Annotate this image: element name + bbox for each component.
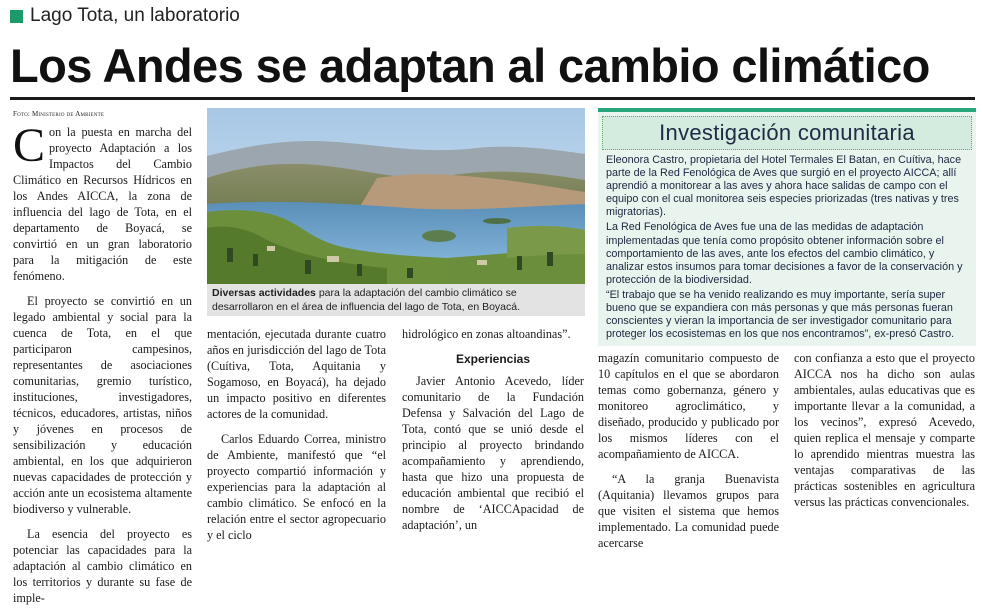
article-column-2 [207,326,386,552]
section-label: Lago Tota, un laboratorio [30,5,240,26]
sidebar-box [598,108,976,346]
sidebar-title: Investigación comunitaria [659,120,915,145]
article-paragraph: El proyecto se convirtió en un legado ambiental y social para la cuenca de Tota, en el que participaron campesinos, representantes de asociaciones comunitarias, gremio turístico, instituciones, investigadores, técnicos, educadores, artistas, niños y jóvenes en procesos de sensibilización y educación ambiental, en los que adquirieron nuevas capacidades de protección y acción ante un ecosistema altamente biodiverso y vulnerable. [13,294,192,516]
caption-lead: Diversas actividades [212,287,316,299]
article-column-5 [794,350,975,519]
headline: Los Andes se adaptan al cambio climático [10,39,930,92]
article-paragraph: hidrológico en zonas altoandinas”. [402,327,571,341]
sidebar-paragraph: “El trabajo que se ha venido realizando es muy importante, sería super bueno que se expandiera con más personas y que más personas fueran conscientes y vieran la importancia de ser investigador comunitario para proteger los ecosistemas en los que nos encontramos”, ex-presó Castro. [606,288,955,341]
article-paragraph: Javier Antonio Acevedo, líder comunitario de la Fundación Defensa y Salvación del Lago de Tota, contó que se unió desde el principio al proyecto brindando acompañamiento y aprendiendo, hasta que hizo una propuesta de educación ambiental que recibió el nombre de ‘AICCApacidad de adaptación’, un [402,374,584,532]
lake-landscape-image [207,108,585,284]
photo-credit: Foto: Ministerio de Ambiente [13,110,105,118]
article-paragraph: Con la puesta en marcha del proyecto Adaptación a los Impactos del Cambio Climático en Recursos Hídricos en los Andes AICCA, la zona de influencia del lago de Tota, en el departamento de Boyacá, se convirtió en un gran laboratorio para la mitigación de este fenómeno. [13,119,192,283]
section-square-icon [10,10,23,23]
article-paragraph: La esencia del proyecto es potenciar las capacidades para la adaptación al cambio climático en los territorios y durante su fase de imple- [13,527,192,605]
sidebar-paragraph: La Red Fenológica de Aves fue una de las medidas de adaptación implementadas que tenía como propósito obtener información sobre el comportamiento de las aves, ante los efectos del cambio climático, y analizar estos insumos para tomar decisiones a favor de la conservación y protección de la biodiversidad. [606,221,963,286]
subhead: Experiencias [455,352,531,366]
sidebar-accent-bar [598,108,976,112]
article-paragraph: Carlos Eduardo Correa, ministro de Ambiente, manifestó que “el proyecto compartió información y experiencias para la adaptación al cambio climático. Se enfocó en la relación entre el sector agropecuario y el ciclo [207,432,386,542]
article-column-4 [598,350,779,560]
sidebar-body [606,154,968,343]
article-paragraph: magazín comunitario compuesto de 10 capítulos en el que se abordaron temas como gobernanza, género y monitoreo agroclimático, y diseñado, producido y publicado por los mismos líderes con el acompañamiento de AICCA. [598,351,779,461]
caption-text: para la adaptación del cambio climático se desarrollaron en el área de influencia del lago de Tota, en Boyacá. [212,287,521,313]
lake-photo [207,108,585,284]
article-paragraph: “A la granja Buenavista (Aquitania) llevamos grupos para que visiten el sistema que hemos implementado. La comunidad puede acercarse [598,472,779,550]
sidebar-title-box [602,116,972,150]
sidebar-paragraph: Eleonora Castro, propietaria del Hotel Termales El Batan, en Cuítiva, hace parte de la Red Fenológica de Aves que surgió en el proyecto AICCA; allí aprendió a monitorear a las aves y ahora hace salidas de campo con el equipo con el cual monitorea seis especies priorizadas (tres nativas y tres migratorias). [606,154,962,219]
article-column-1 [13,119,192,615]
section-tag [10,5,240,27]
article-column-3 [402,326,584,542]
article-paragraph: con confianza a esto que el proyecto AICCA nos ha dicho son aulas ambientales, aulas educativas que es importante llevar a la comunidad, a los vecinos”, expresó Acevedo, quien replica el mensaje y comparte lo aprendido mientras muestra las ventajas comparativas de las prácticas sostenibles en agricultura versus las prácticas convencionales. [794,351,975,509]
article-paragraph: mentación, ejecutada durante cuatro años en jurisdicción del lago de Tota (Cuítiva, Tota, Aquitania y Sogamoso, en Boyacá), ha dejado un impacto positivo en diferentes actores de la comunidad. [207,327,386,421]
dropcap: C [13,119,46,172]
headline-rule [10,97,975,100]
photo-caption [207,284,585,316]
